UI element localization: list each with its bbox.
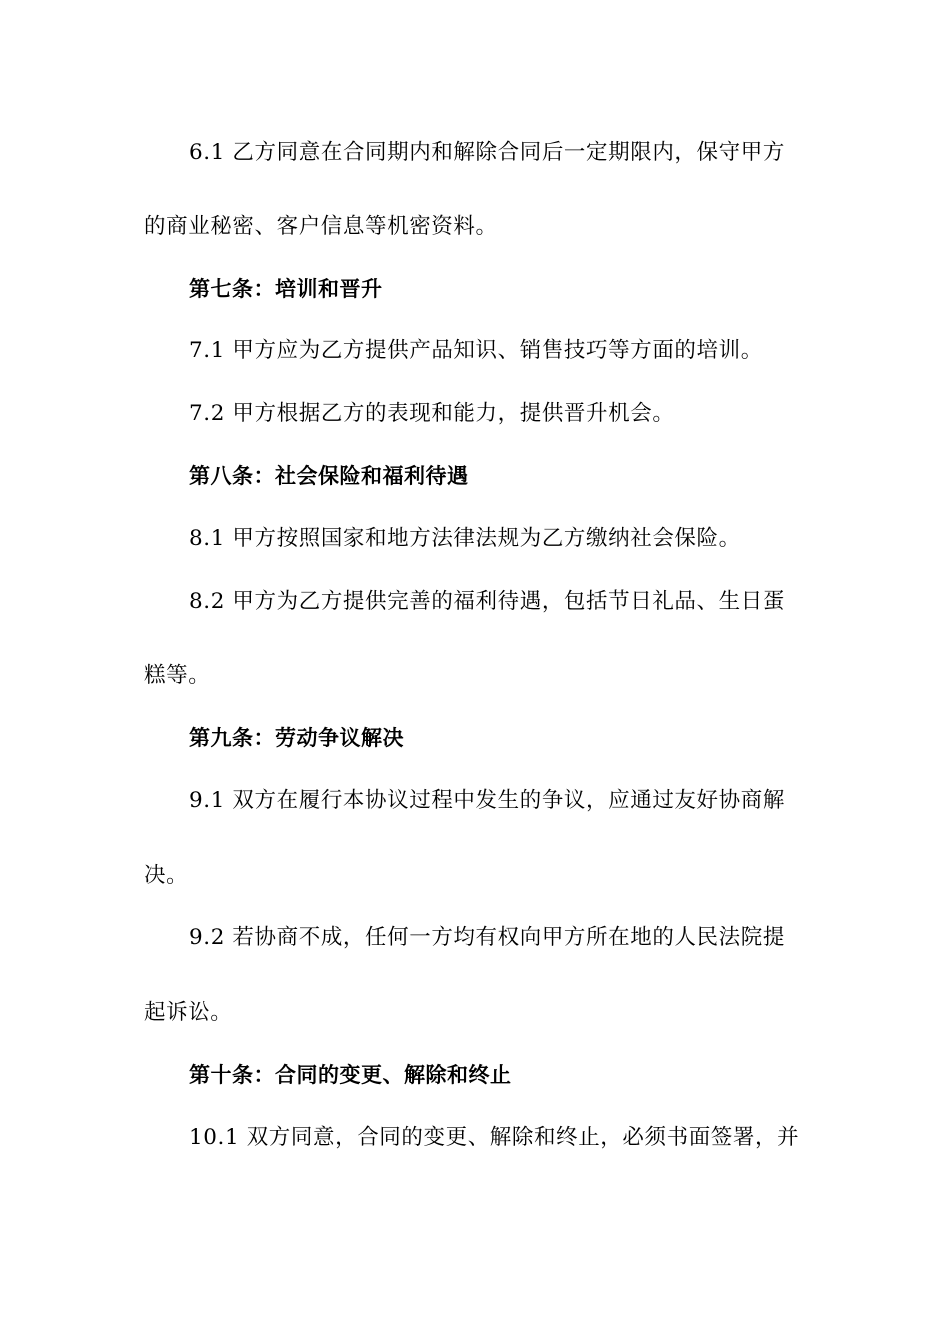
clause-8-1: 8.1 甲方按照国家和地方法律法规为乙方缴纳社会保险。 [189, 526, 741, 551]
clause-8-2-line-1: 8.2 甲方为乙方提供完善的福利待遇，包括节日礼品、生日蛋 [189, 589, 785, 614]
clause-10-1: 10.1 双方同意，合同的变更、解除和终止，必须书面签署，并 [189, 1125, 800, 1150]
article-9-heading: 第九条：劳动争议解决 [189, 726, 404, 750]
clause-9-1-line-1: 9.1 双方在履行本协议过程中发生的争议，应通过友好协商解 [189, 788, 785, 813]
clause-9-1-line-2: 决。 [144, 863, 189, 888]
clause-9-2-line-1: 9.2 若协商不成，任何一方均有权向甲方所在地的人民法院提 [189, 925, 785, 950]
clause-9-2-line-2: 起诉讼。 [144, 1000, 233, 1025]
article-7-heading: 第七条：培训和晋升 [189, 277, 383, 301]
clause-7-1: 7.1 甲方应为乙方提供产品知识、销售技巧等方面的培训。 [189, 338, 763, 363]
article-8-heading: 第八条：社会保险和福利待遇 [189, 464, 469, 488]
article-10-heading: 第十条：合同的变更、解除和终止 [189, 1063, 512, 1087]
clause-6-1-line-2: 的商业秘密、客户信息等机密资料。 [144, 214, 498, 239]
clause-7-2: 7.2 甲方根据乙方的表现和能力，提供晋升机会。 [189, 401, 675, 426]
clause-6-1-line-1: 6.1 乙方同意在合同期内和解除合同后一定期限内，保守甲方 [189, 140, 785, 165]
clause-8-2-line-2: 糕等。 [144, 663, 211, 688]
